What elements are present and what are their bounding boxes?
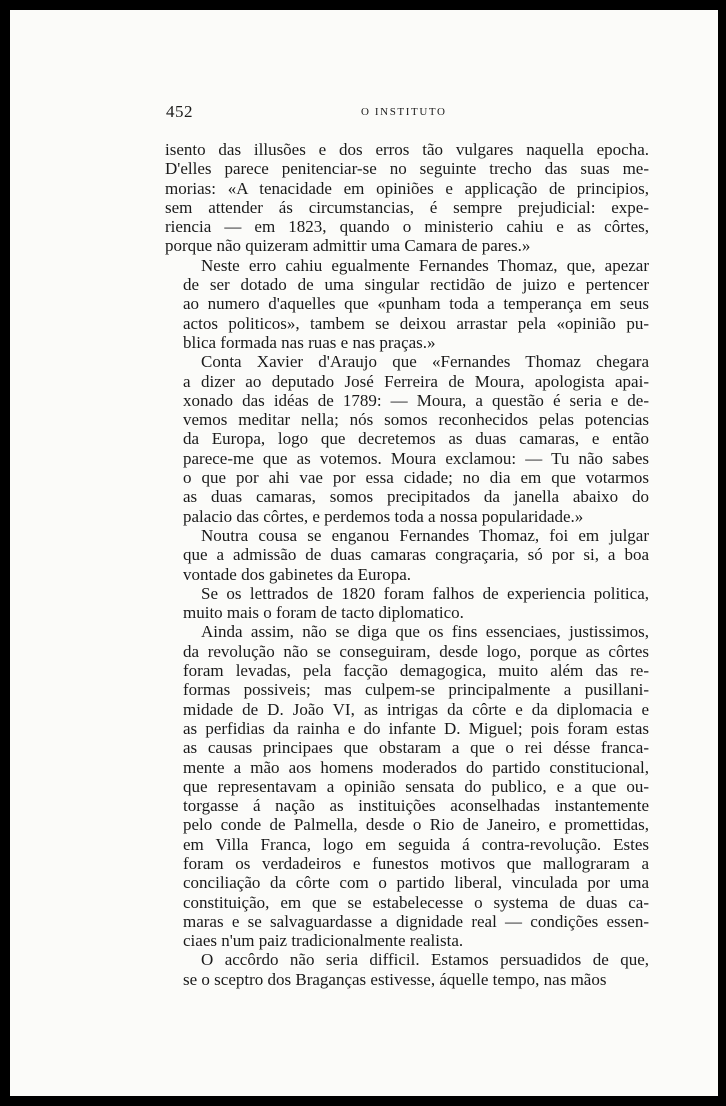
text-line: de ser dotado de uma singular rectidão de juizo e pertencer [183,275,649,295]
text-line: conciliação da côrte com o partido liberal, vinculada por uma [183,873,649,893]
text-line: pelo conde de Palmella, desde o Rio de Janeiro, e promettidas, [183,815,649,835]
paragraph [165,526,649,584]
text-line: riencia — em 1823, quando o ministerio cahiu e as côrtes, [165,217,649,237]
paragraph [165,140,649,256]
text-line: as causas principaes que obstaram a que o rei désse franca- [183,738,649,758]
text-line: Conta Xavier d'Araujo que «Fernandes Thomaz chegara [201,352,649,372]
text-line: maras e se salvaguardasse a dignidade real — condições essen- [183,911,649,931]
page-header [166,102,646,126]
text-line: foram levadas, pela facção demagogica, muito além das re- [183,661,649,681]
running-head: O INSTITUTO [361,106,447,118]
text-line: Se os lettrados de 1820 foram falhos de experiencia politica, [201,583,649,603]
text-line: da revolução não se conseguiram, desde logo, porque as côrtes [183,641,649,661]
text-line: O accôrdo não seria difficil. Estamos persuadidos de que, [201,950,649,970]
body-text [165,140,649,989]
text-line: vontade dos gabinetes da Europa. [183,564,412,584]
text-line: que a admissão de duas camaras congraçaria, só por si, a boa [183,545,649,565]
text-line: as perfidias da rainha e do infante D. Miguel; pois foram estas [183,718,649,738]
text-line: formas possiveis; mas culpem-se principalmente a pusillani- [183,680,649,700]
text-line: o que por ahi vae por essa cidade; no dia em que votarmos [183,468,649,488]
text-line: que representavam a opinião sensata do publico, e a que ou- [183,776,649,796]
text-line: Ainda assim, não se diga que os fins essenciaes, justissimos, [201,622,649,642]
text-line: em Villa Franca, logo em seguida á contra-revolução. Estes [183,834,649,854]
text-line: midade de D. João VI, as intrigas da côrte e da diplomacia e [183,699,649,719]
text-line: Neste erro cahiu egualmente Fernandes Thomaz, que, apezar [201,255,649,275]
text-line: porque não quizeram admittir uma Camara de pares.» [165,236,531,256]
text-line: xonado das idéas de 1789: — Moura, a questão é seria e de- [183,390,649,410]
text-line: Noutra cousa se enganou Fernandes Thomaz, foi em julgar [201,525,649,545]
text-line: a dizer ao deputado José Ferreira de Moura, apologista apai- [183,371,649,391]
paragraph [165,584,649,623]
text-line: ciaes n'um paiz tradicionalmente realista. [183,931,464,951]
text-line: constituição, em que se estabelecesse o systema de duas ca- [183,892,649,912]
text-line: morias: «A tenacidade em opiniões e applicação de principios, [165,178,649,198]
text-line: mente a mão aos homens moderados do partido constitucional, [183,757,649,777]
paragraph [165,622,649,950]
text-line: foram os verdadeiros e funestos motivos que mallograram a [183,853,649,873]
text-line: da Europa, logo que decretemos as duas camaras, e então [183,429,649,449]
page-number: 452 [166,102,193,121]
text-line: as duas camaras, somos precipitados da janella abaixo do [183,487,649,507]
text-line: vemos meditar nella; nós somos reconhecidos pelas potencias [183,410,649,430]
text-line: parece-me que as votemos. Moura exclamou: — Tu não sabes [183,448,649,468]
paragraph [165,950,649,989]
text-line: palacio das côrtes, e perdemos toda a nossa popularidade.» [183,506,584,526]
text-line: isento das illusões e dos erros tão vulgares naquella epocha. [165,140,649,159]
paragraph [165,256,649,352]
paragraph [165,352,649,526]
text-line: blica formada nas ruas e nas praças.» [183,332,436,352]
text-line: actos politicos», tambem se deixou arrastar pela «opinião pu- [183,313,649,333]
text-line: ao numero d'aquelles que «punham toda a temperança em seus [183,294,649,314]
text-line: D'elles parece penitenciar-se no seguinte trecho das suas me- [165,159,649,179]
text-line: torgasse á nação as instituições aconselhadas instantemente [183,796,649,816]
text-line: se o sceptro dos Braganças estivesse, áquelle tempo, nas mãos [183,969,607,989]
text-line: muito mais o foram de tacto diplomatico. [183,603,464,623]
book-page [10,10,718,1096]
text-line: sem attender ás circumstancias, é sempre prejudicial: expe- [165,197,649,217]
